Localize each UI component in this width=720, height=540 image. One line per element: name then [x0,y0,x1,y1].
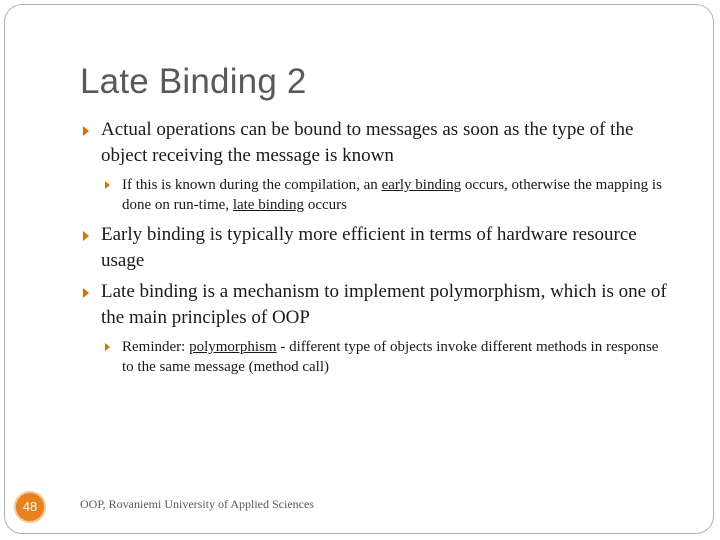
bullet-arrow-icon [105,181,110,189]
footer-text: OOP, Rovaniemi University of Applied Sciences [80,497,314,511]
page-number-badge: 48 [14,491,46,523]
bullet-text: Late binding is a mechanism to implement polymorphism, which is one of the main principles of OOP [101,281,667,328]
bullet-arrow-icon [105,343,110,351]
bullet-arrow-icon [83,288,89,298]
bullet-text: Actual operations can be bound to messages as soon as the type of the object receiving the message is known [101,119,634,166]
term-late-binding: late binding [232,197,305,213]
bullet-3 [83,279,676,331]
bullet-1 [83,117,676,169]
bullet-text: Early binding is typically more efficient in terms of hardware resource usage [101,224,637,271]
sub-bullet-1 [105,175,667,215]
bullet-text: Reminder: polymorphism - different type of objects invoke different methods in response to the same message (method call) [122,339,659,375]
term-early-binding: early binding [381,177,462,193]
slide-title: Late Binding 2 [80,62,307,101]
bullet-arrow-icon [83,231,89,241]
term-polymorphism: polymorphism [189,339,277,355]
sub-bullet-2 [105,337,667,377]
bullet-2 [83,222,676,274]
bullet-arrow-icon [83,126,89,136]
bullet-text: If this is known during the compilation, an early binding occurs, otherwise the mapping is done on run-time, late binding occurs [122,177,662,213]
